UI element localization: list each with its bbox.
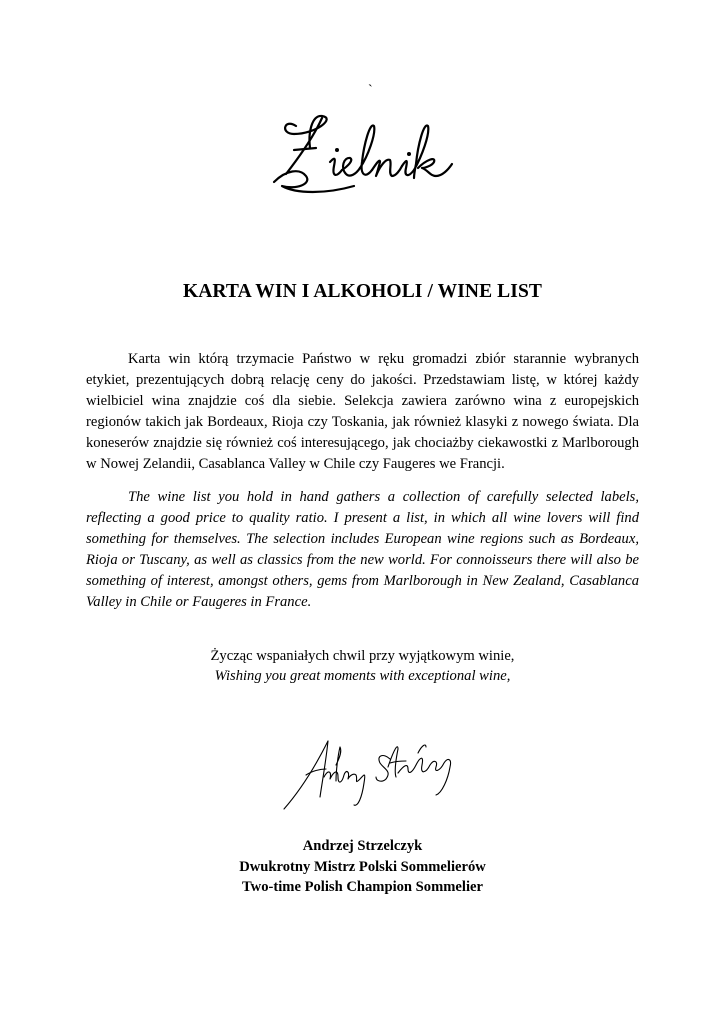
greeting-polish: Życząc wspaniałych chwil przy wyjątkowym winie, [210,648,515,664]
author-name: Andrzej Strzelczyk [302,838,423,854]
intro-paragraph-english: The wine list you hold in hand gathers a collection of carefully selected labels, reflecting a good price to quality ratio. I present a list, in which all wine lovers will find something for themselves. The selection includes European wine regions such as Bordeaux, Rioja or Tuscany, as well as classics from the new world. For connoisseurs there will also be something of interest, amongst others, gems from Marlborough in New Zealand, Casablanca Valley in Chile or Faugeres in France. [86,489,639,610]
handwritten-signature [280,735,460,817]
author-title-english: Two-time Polish Champion Sommelier [242,879,483,895]
intro-paragraph-polish: Karta win którą trzymacie Państwo w ręku gromadzi zbiór starannie wybranych etykiet, prezentujących dobrą relację ceny do jakości. Przedstawiam listę, w której każdy wielbiciel wina znajdzie coś dla siebie. Selekcja zawiera zarówno wina z europejskich regionów takich jak Bordeaux, Rioja czy Toskania, jak również klasyki z nowego świata. Dla koneserów znajdzie się również coś interesującego, jak chociażby ciekawostki z Marlborough w Nowej Zelandii, Casablanca Valley w Chile czy Faugeres we Francji. [86,351,639,472]
greeting-english: Wishing you great moments with exceptional wine, [214,668,511,684]
page-title: KARTA WIN I ALKOHOLI / WINE LIST [182,281,543,302]
header-mark: ` [368,83,373,98]
zielnik-logo [256,104,476,196]
author-title-polish: Dwukrotny Mistrz Polski Sommelierów [239,859,486,875]
